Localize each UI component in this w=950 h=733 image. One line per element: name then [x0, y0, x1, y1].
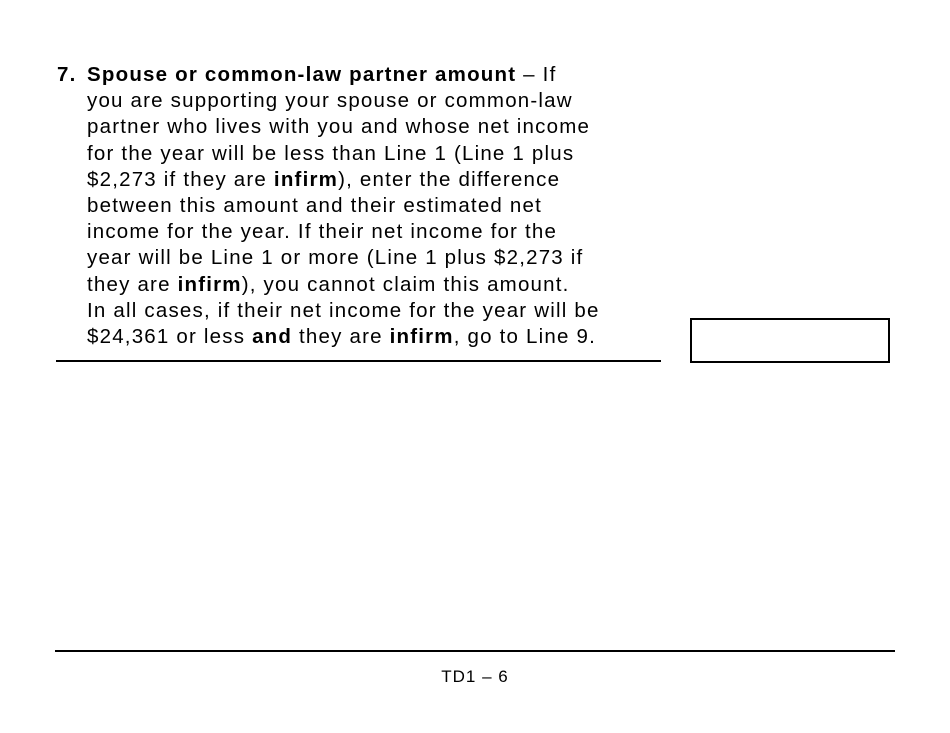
section-line: [516, 63, 556, 86]
body-text: ), enter the difference: [338, 167, 561, 191]
body-text: they are: [292, 325, 390, 349]
body-text: for the year will be less than Line 1 (Line 1 plus: [87, 141, 575, 165]
section-divider: [56, 360, 661, 362]
line-7-section: [57, 62, 697, 350]
section-line: [57, 324, 697, 350]
body-text: ), you cannot claim this amount.: [241, 272, 570, 296]
section-title: Spouse or common-law partner amount: [87, 63, 517, 86]
section-line: [57, 141, 697, 167]
body-text: – If: [516, 63, 557, 86]
emphasis-text: infirm: [273, 167, 339, 191]
emphasis-text: infirm: [177, 272, 242, 296]
body-text: between this amount and their estimated net: [87, 194, 543, 218]
body-text: partner who lives with you and whose net income: [87, 115, 591, 139]
body-text: they are: [87, 272, 178, 296]
section-line: [57, 88, 697, 114]
page-footer-label: TD1 – 6: [441, 667, 509, 686]
spouse-amount-input-box[interactable]: [690, 318, 890, 363]
footer-rule: [55, 650, 895, 652]
body-text: year will be Line 1 or more (Line 1 plus $2,273 if: [87, 246, 584, 270]
line-7-heading: [57, 62, 697, 88]
emphasis-text: infirm: [389, 325, 454, 349]
body-text: income for the year. If their net income for the: [87, 220, 558, 244]
section-line: [57, 245, 697, 271]
section-line: [57, 219, 697, 245]
section-line: [57, 193, 697, 219]
body-text: you are supporting your spouse or common-law: [87, 89, 573, 113]
body-text: In all cases, if their net income for the year will be: [87, 298, 600, 322]
body-text: $2,273 if they are: [87, 167, 274, 191]
emphasis-text: and: [252, 325, 293, 349]
body-text: $24,361 or less: [87, 325, 253, 349]
section-line: [57, 272, 697, 298]
body-text: , go to Line 9.: [453, 325, 596, 349]
section-line: [57, 114, 697, 140]
line-number: 7.: [57, 63, 77, 86]
section-line: [57, 298, 697, 324]
section-line: [57, 167, 697, 193]
